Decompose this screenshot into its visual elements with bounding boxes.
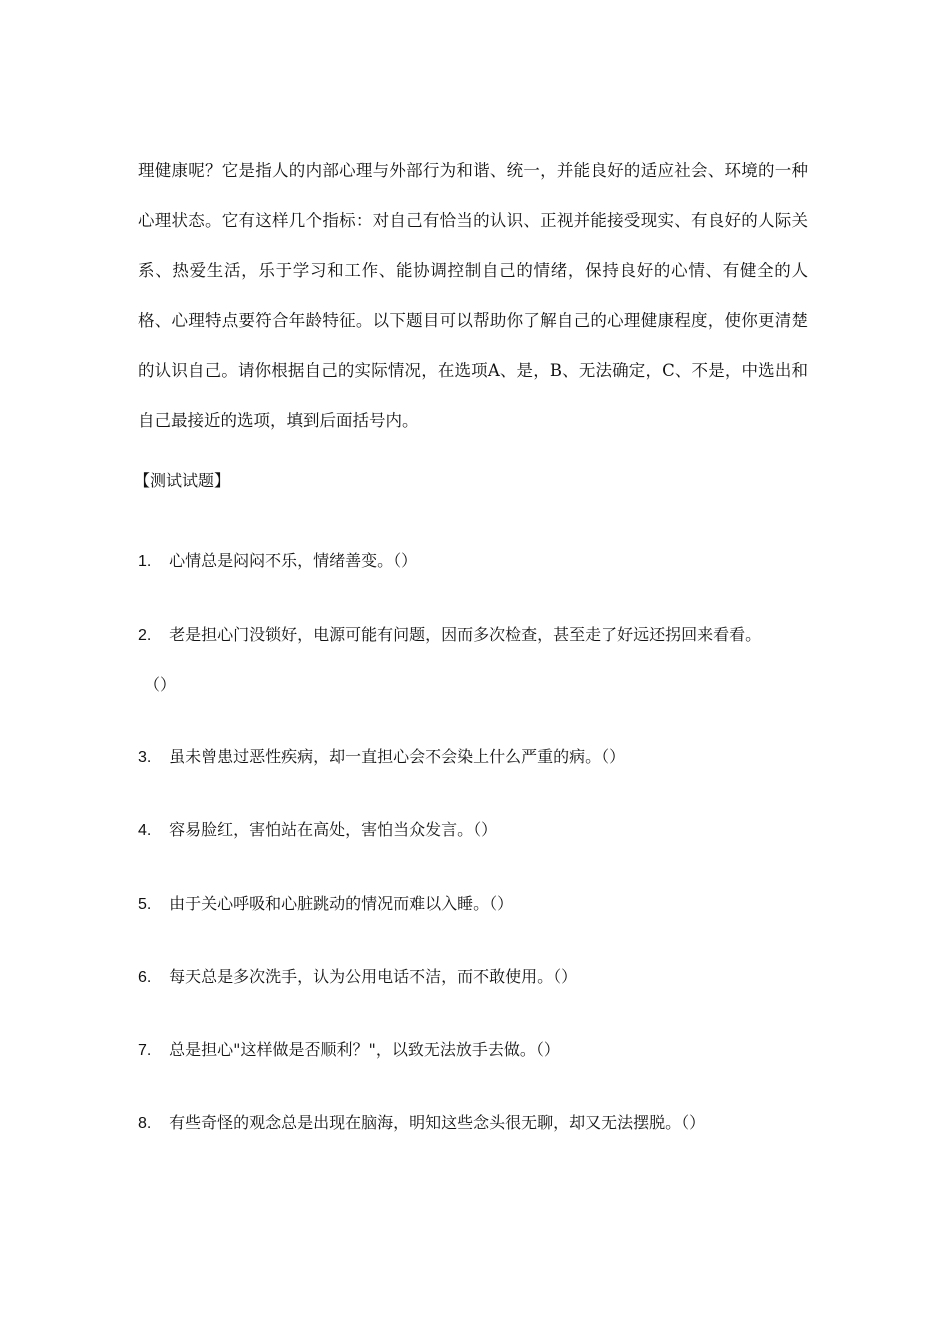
question-text: 容易脸红，害怕站在高处，害怕当众发言。（） (169, 820, 498, 839)
question-number: 8. (138, 1115, 152, 1132)
question-text: 由于关心呼吸和心脏跳动的情况而难以入睡。（） (169, 894, 514, 913)
question-number: 5. (138, 896, 152, 913)
question-number: 7. (138, 1042, 152, 1059)
question-number: 4. (138, 822, 152, 839)
question-number: 6. (138, 969, 152, 986)
question-item (138, 536, 818, 587)
question-text: 有些奇怪的观念总是出现在脑海，明知这些念头很无聊，却又无法摆脱。（） (169, 1113, 706, 1132)
question-text: 心情总是闷闷不乐，情绪善变。（） (169, 551, 418, 570)
question-number: 1. (138, 553, 152, 570)
question-item (138, 805, 818, 856)
section-title: 【测试试题】 (134, 471, 231, 490)
question-item (138, 732, 818, 783)
question-text: 老是担心门没锁好，电源可能有问题，因而多次检查，甚至走了好远还拐回来看看。 (169, 625, 762, 644)
question-text: 总是担心"这样做是否顺利？"，以致无法放手去做。（） (169, 1040, 560, 1059)
question-item (138, 610, 818, 661)
intro-paragraph: 理健康呢？它是指人的内部心理与外部行为和谐、统一，并能良好的适应社会、环境的一种心理状态。它有这样几个指标：对自己有恰当的认识、正视并能接受现实、有良好的人际关系、热爱生活，乐于学习和工作、能协调控制自己的情绪，保持良好的心情、有健全的人格、心理特点要符合年龄特征。以下题目可以帮助你了解自己的心理健康程度，使你更清楚的认识自己。请你根据自己的实际情况，在选项A、是，B、无法确定，C、不是，中选出和自己最接近的选项，填到后面括号内。 (138, 161, 808, 430)
question-number: 2. (138, 627, 152, 644)
question-number: 3. (138, 749, 152, 766)
question-text: 每天总是多次洗手，认为公用电话不洁，而不敢使用。（） (169, 967, 578, 986)
question-item (138, 879, 818, 930)
question-item (138, 952, 818, 1003)
question-continuation: （） (144, 675, 177, 694)
question-text: 虽未曾患过恶性疾病，却一直担心会不会染上什么严重的病。（） (169, 747, 626, 766)
question-item (138, 1098, 818, 1149)
question-item (138, 1025, 818, 1076)
